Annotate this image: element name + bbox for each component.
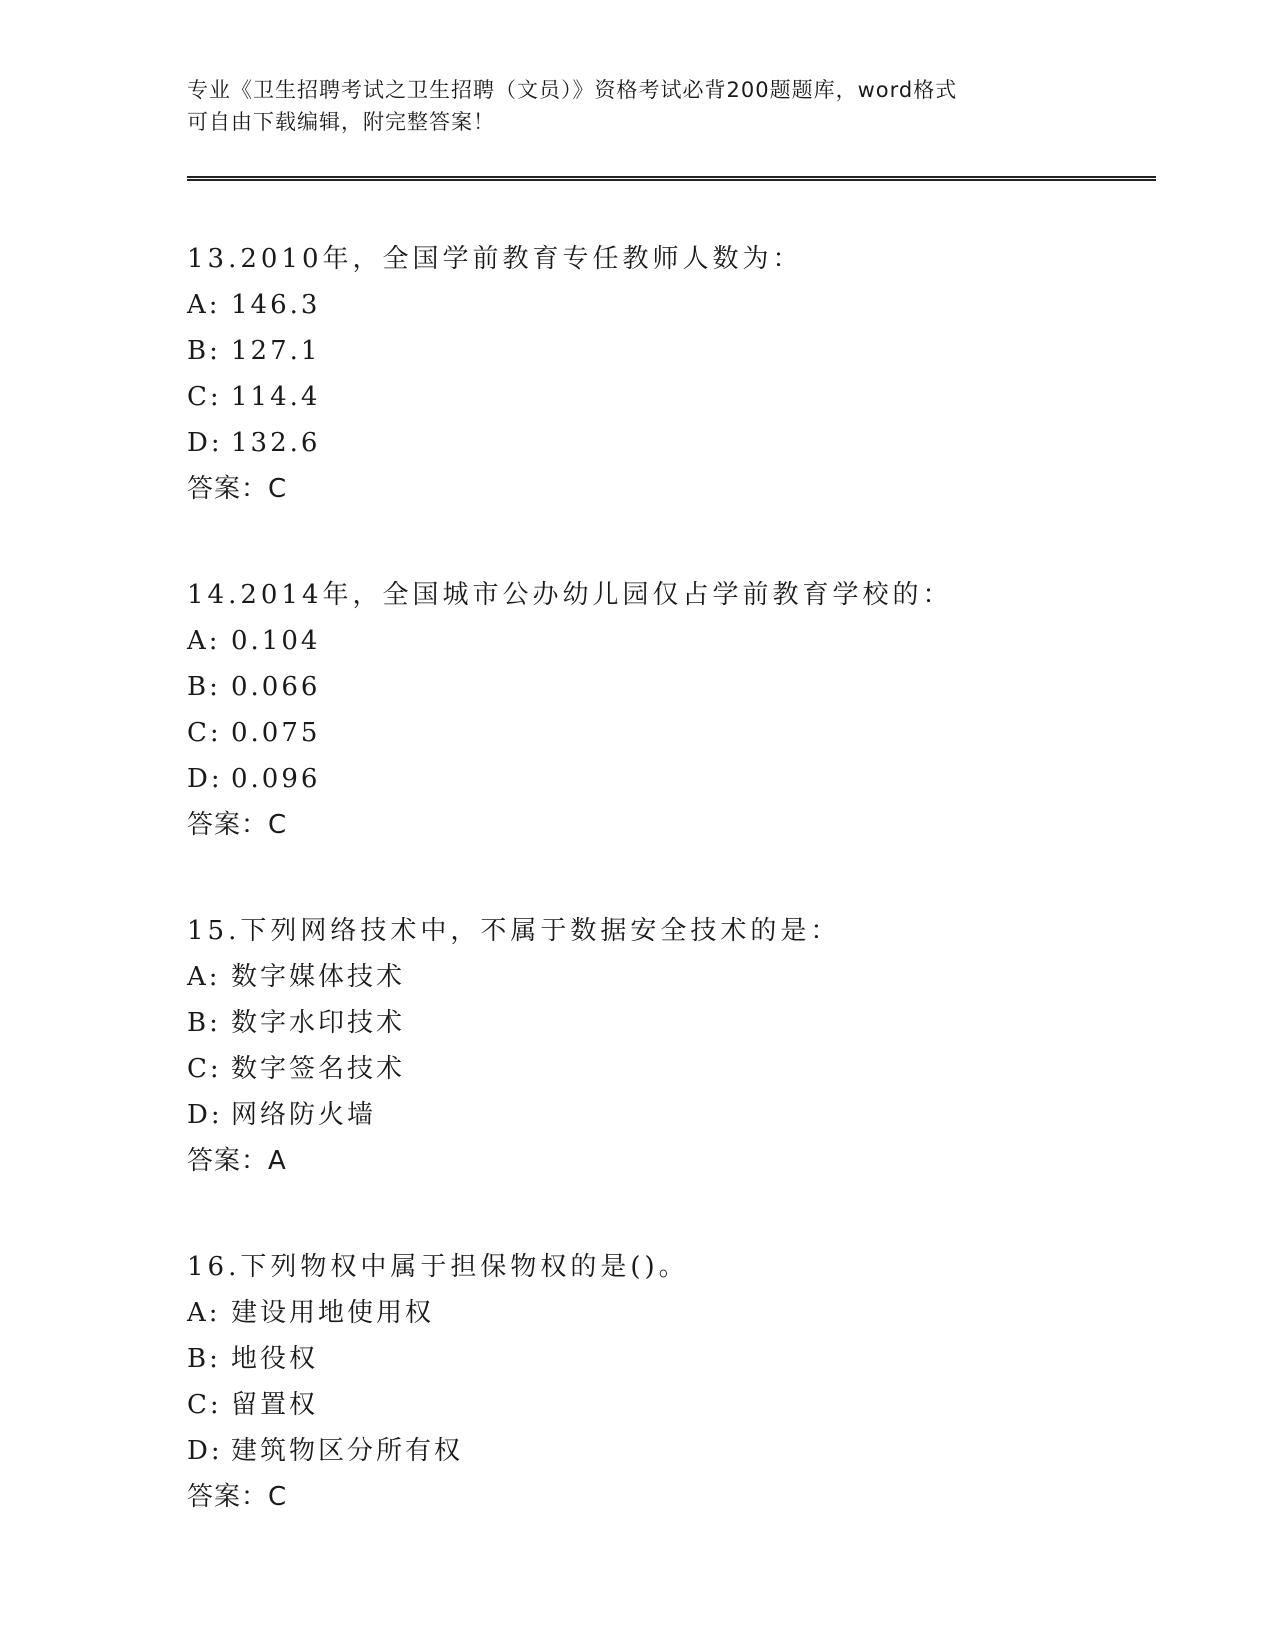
option-c (187, 1382, 1147, 1428)
question-list (187, 236, 1147, 1580)
option-text: 留置权 (231, 1390, 319, 1420)
option-letter: D: (187, 428, 223, 458)
question-13 (187, 236, 1147, 512)
header-line-1: 专业《卫生招聘考试之卫生招聘（文员）》资格考试必背200题题库，word格式 (187, 78, 958, 102)
option-text: 0.104 (231, 626, 321, 656)
option-text: 132.6 (231, 428, 321, 458)
option-text: 0.096 (231, 764, 321, 794)
question-text: 16.下列物权中属于担保物权的是()。 (187, 1252, 689, 1282)
option-d (187, 420, 1147, 466)
option-letter: C: (187, 382, 222, 412)
option-b (187, 1000, 1147, 1046)
option-text: 建设用地使用权 (231, 1298, 435, 1328)
option-text: 146.3 (231, 290, 321, 320)
answer-line: 答案：C (187, 474, 288, 504)
option-letter: A: (187, 626, 221, 656)
header-divider (187, 176, 1156, 181)
document-header (187, 74, 1087, 138)
option-text: 数字水印技术 (231, 1008, 406, 1038)
option-text: 数字签名技术 (231, 1054, 406, 1084)
option-text: 网络防火墙 (231, 1100, 377, 1130)
option-text: 地役权 (231, 1344, 319, 1374)
option-text: 114.4 (231, 382, 321, 412)
option-c (187, 1046, 1147, 1092)
question-15 (187, 908, 1147, 1184)
question-text: 15.下列网络技术中，不属于数据安全技术的是： (187, 916, 841, 946)
option-letter: C: (187, 1390, 222, 1420)
answer-line: 答案：C (187, 1482, 288, 1512)
option-letter: B: (187, 1344, 221, 1374)
option-a (187, 954, 1147, 1000)
option-text: 0.066 (231, 672, 321, 702)
option-letter: B: (187, 1008, 221, 1038)
option-letter: C: (187, 1054, 222, 1084)
option-text: 建筑物区分所有权 (231, 1436, 464, 1466)
option-d (187, 756, 1147, 802)
answer-line: 答案：A (187, 1146, 287, 1176)
option-a (187, 618, 1147, 664)
option-b (187, 1336, 1147, 1382)
option-letter: B: (187, 336, 221, 366)
option-text: 0.075 (231, 718, 321, 748)
option-a (187, 1290, 1147, 1336)
answer-line: 答案：C (187, 810, 288, 840)
option-letter: A: (187, 290, 221, 320)
option-letter: D: (187, 1436, 223, 1466)
option-text: 数字媒体技术 (231, 962, 406, 992)
option-letter: D: (187, 764, 223, 794)
option-letter: A: (187, 1298, 221, 1328)
option-d (187, 1428, 1147, 1474)
question-text: 14.2014年，全国城市公办幼儿园仅占学前教育学校的： (187, 580, 953, 610)
option-letter: A: (187, 962, 221, 992)
header-line-2: 可自由下载编辑，附完整答案！ (187, 110, 495, 134)
option-letter: B: (187, 672, 221, 702)
option-b (187, 664, 1147, 710)
option-letter: C: (187, 718, 222, 748)
option-a (187, 282, 1147, 328)
question-14 (187, 572, 1147, 848)
option-d (187, 1092, 1147, 1138)
option-text: 127.1 (231, 336, 321, 366)
option-b (187, 328, 1147, 374)
option-letter: D: (187, 1100, 223, 1130)
question-16 (187, 1244, 1147, 1520)
question-text: 13.2010年，全国学前教育专任教师人数为： (187, 244, 803, 274)
option-c (187, 374, 1147, 420)
option-c (187, 710, 1147, 756)
